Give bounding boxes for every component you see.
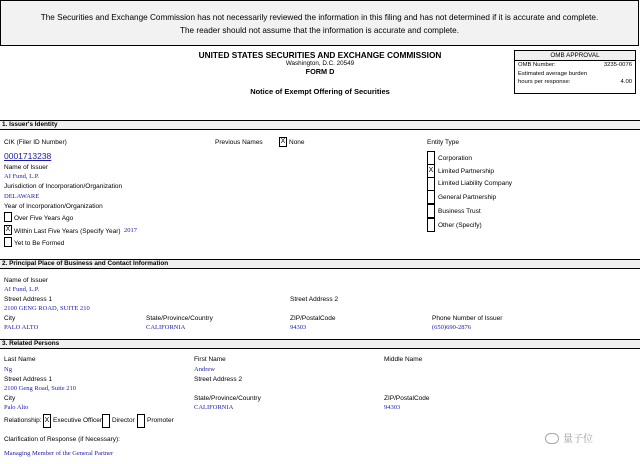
omb-number-label: OMB Number: — [518, 62, 556, 68]
section-principal-place: 2. Principal Place of Business and Contact Information — [0, 259, 640, 269]
business-city-label: City — [4, 315, 16, 322]
jurisdiction-value: DELAWARE — [4, 193, 40, 200]
year-label: Year of Incorporation/Organization — [4, 203, 103, 210]
corporation-checkbox[interactable] — [427, 151, 435, 165]
clarification-value: Managing Member of the General Partner — [4, 450, 114, 457]
business-name-label: Name of Issuer — [4, 277, 49, 284]
business-zip-label: ZIP/PostalCode — [290, 315, 336, 322]
disclaimer-line-1: The Securities and Exchange Commission has not necessarily reviewed the information in this filing and has not determined if it is accurate and complete. — [40, 13, 599, 22]
business-street2-label: Street Address 2 — [290, 296, 339, 303]
previous-names-none-checkbox[interactable]: X — [280, 138, 286, 145]
notice-title: Notice of Exempt Offering of Securities — [250, 87, 390, 96]
form-title: FORM D — [305, 67, 335, 76]
promoter-checkbox[interactable] — [137, 414, 145, 428]
omb-burden-value: 4.00 — [620, 79, 632, 85]
other-entity-label: Other (Specify) — [438, 222, 482, 229]
omb-title: OMB APPROVAL — [515, 51, 635, 61]
other-entity-checkbox[interactable] — [427, 218, 435, 232]
over-five-years-checkbox[interactable] — [4, 212, 12, 222]
wechat-icon — [545, 433, 559, 444]
omb-burden-label-1: Estimated average burden — [518, 70, 588, 77]
person-street1-label: Street Address 1 — [4, 376, 53, 383]
omb-number-value: 3235-0076 — [603, 62, 632, 68]
general-partnership-checkbox[interactable] — [427, 190, 435, 204]
business-state-value: CALIFORNIA — [146, 324, 186, 331]
within-five-years-label: Within Last Five Years (Specify Year) — [14, 228, 121, 235]
agency-title: UNITED STATES SECURITIES AND EXCHANGE COMMISSION — [198, 50, 442, 60]
watermark-text: 量子位 — [563, 434, 593, 445]
watermark — [545, 430, 593, 445]
yet-to-be-formed-checkbox[interactable] — [4, 237, 12, 247]
corporation-label: Corporation — [438, 155, 472, 162]
director-checkbox[interactable] — [102, 414, 110, 428]
business-city-value: PALO ALTO — [4, 324, 39, 331]
business-street1-label: Street Address 1 — [4, 296, 53, 303]
business-trust-checkbox[interactable] — [427, 204, 435, 218]
disclaimer-line-2: The reader should not assume that the information is accurate and complete. — [180, 26, 459, 35]
first-name-label: First Name — [194, 356, 226, 363]
business-zip-value: 94303 — [290, 324, 307, 331]
llc-label: Limited Liability Company — [438, 180, 513, 187]
business-state-label: State/Province/Country — [146, 315, 213, 322]
person-street2-label: Street Address 2 — [194, 376, 243, 383]
omb-burden-row-2 — [515, 78, 635, 87]
section-issuer-identity: 1. Issuer's Identity — [0, 120, 640, 130]
llc-checkbox[interactable] — [427, 177, 435, 191]
director-label: Director — [112, 417, 135, 424]
issuer-name-value: AI Fund, L.P. — [4, 173, 40, 180]
within-five-years-checkbox[interactable]: X — [5, 226, 11, 233]
yet-to-be-formed-label: Yet to Be Formed — [14, 240, 65, 247]
clarification-label: Clarification of Response (if Necessary): — [4, 436, 120, 443]
cik-link[interactable]: 0001713238 — [4, 151, 52, 161]
omb-approval-box — [514, 50, 636, 94]
general-partnership-label: General Partnership — [438, 194, 497, 201]
person-state-label: State/Province/Country — [194, 395, 261, 402]
section-related-persons: 3. Related Persons — [0, 339, 640, 349]
relationship-label: Relationship: — [4, 417, 42, 424]
first-name-value: Andrew — [194, 366, 215, 373]
business-name-value: AI Fund, L.P. — [4, 286, 40, 293]
issuer-name-label: Name of Issuer — [4, 164, 49, 171]
business-phone-label: Phone Number of Issuer — [432, 315, 503, 322]
business-phone-value: (650)690-2876 — [432, 324, 471, 331]
person-city-label: City — [4, 395, 16, 402]
omb-burden-label-2: hours per response: — [518, 79, 571, 85]
entity-type-label: Entity Type — [427, 139, 460, 146]
person-street1-value: 2100 Geng Road, Suite 210 — [4, 385, 77, 392]
previous-names-none-label: None — [289, 139, 305, 146]
promoter-label: Promoter — [147, 417, 174, 424]
business-trust-label: Business Trust — [438, 208, 481, 215]
omb-burden-row-1 — [515, 70, 635, 79]
limited-partnership-checkbox[interactable]: X — [427, 164, 435, 178]
disclaimer-banner — [0, 0, 639, 46]
jurisdiction-label: Jurisdiction of Incorporation/Organization — [4, 183, 123, 190]
last-name-label: Last Name — [4, 356, 36, 363]
over-five-years-label: Over Five Years Ago — [14, 215, 74, 222]
executive-officer-label: Executive Officer — [53, 417, 103, 424]
last-name-value: Ng — [4, 366, 12, 373]
omb-number-row — [515, 61, 635, 70]
previous-names-label: Previous Names — [215, 139, 263, 146]
business-street1-value: 2100 GENG ROAD, SUITE 210 — [4, 305, 90, 312]
middle-name-label: Middle Name — [384, 356, 423, 363]
cik-label: CIK (Filer ID Number) — [4, 139, 67, 146]
person-zip-value: 94303 — [384, 404, 401, 411]
agency-location: Washington, D.C. 20549 — [285, 60, 355, 67]
executive-officer-checkbox[interactable]: X — [43, 414, 51, 428]
person-zip-label: ZIP/PostalCode — [384, 395, 430, 402]
within-five-years-year: 2017 — [124, 227, 137, 234]
person-city-value: Palo Alto — [4, 404, 29, 411]
person-state-value: CALIFORNIA — [194, 404, 234, 411]
limited-partnership-label: Limited Partnership — [438, 168, 494, 175]
